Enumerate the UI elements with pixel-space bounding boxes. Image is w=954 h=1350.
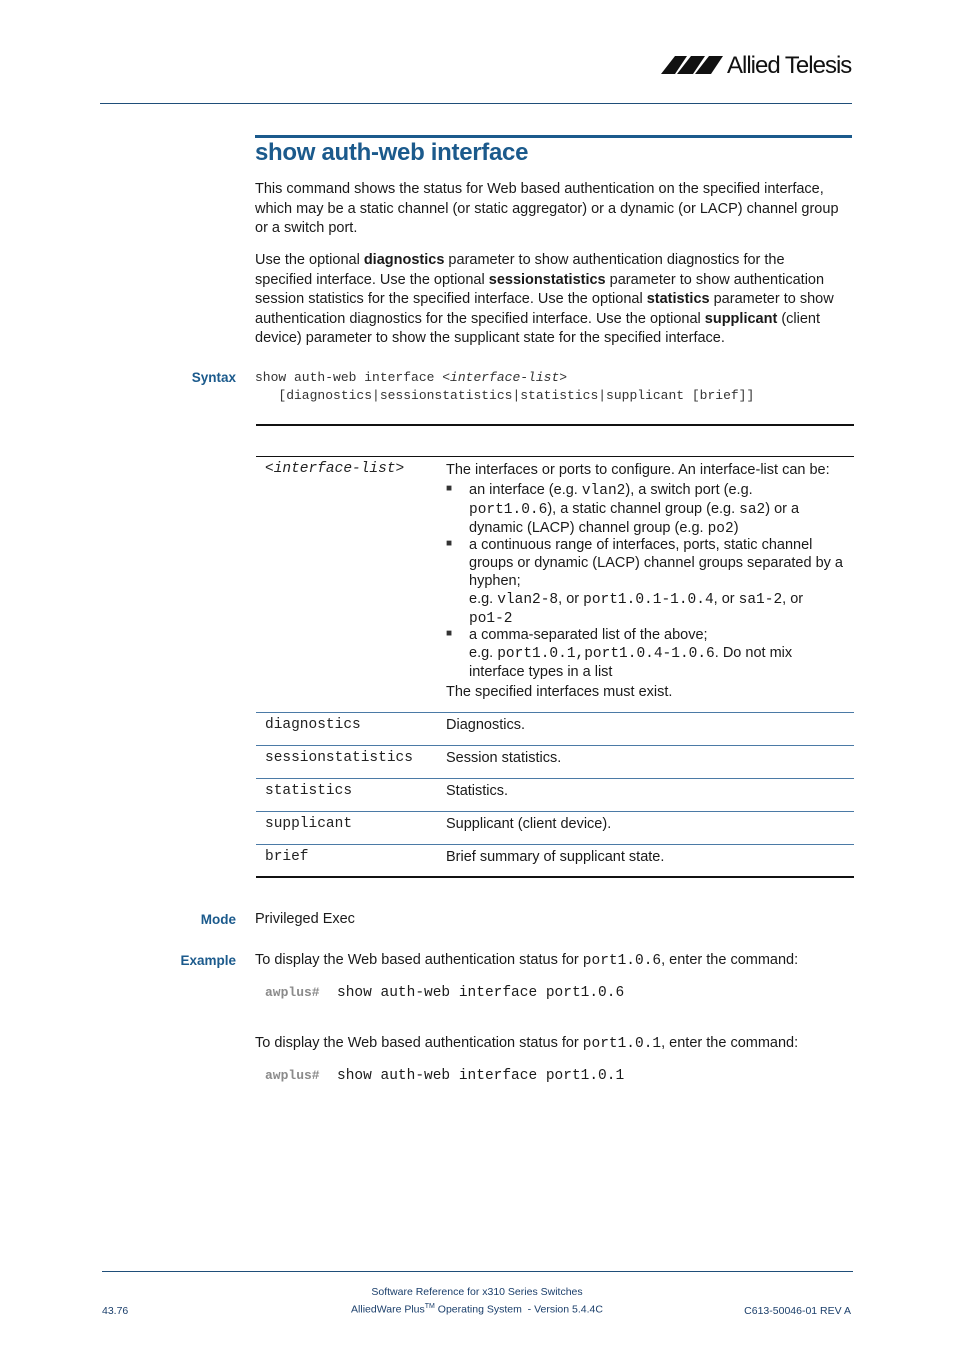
row-rule (256, 778, 854, 779)
bullet-line (469, 590, 854, 609)
text-run: To display the Web based authentication status for (255, 952, 583, 968)
example-lead-line (255, 951, 855, 972)
row-rule (256, 745, 854, 746)
mode-label: Mode (200, 912, 236, 927)
text-run: parameter to show authentication diagnostics for the (444, 252, 785, 268)
text-run: Use the optional (255, 252, 364, 268)
desc-sessionstatistics: Session statistics. (446, 750, 562, 766)
interface-note: The specified interfaces must exist. (446, 684, 673, 700)
text-run: , enter the command: (661, 952, 799, 968)
desc-brief: Brief summary of supplicant state. (446, 849, 665, 865)
logo-text: Allied Telesis (727, 52, 852, 78)
syntax-command: show auth-web interface (255, 370, 443, 385)
text-run: ) (733, 520, 739, 536)
text-run: a continuous range of interfaces, ports, static channel (469, 537, 813, 553)
param-supplicant: supplicant (265, 816, 353, 832)
cli-prompt: awplus# (265, 985, 320, 1000)
example-command (265, 985, 624, 1001)
code-term: port1.0.1-1.0.4 (583, 592, 714, 608)
bullet-item (469, 536, 854, 628)
text-run: device) parameter to show the supplicant state for the specified interface. (255, 330, 725, 346)
usage-line (255, 290, 855, 310)
example-label: Example (180, 953, 236, 968)
text-run: , or (782, 591, 804, 607)
code-term: vlan2-8 (497, 592, 559, 608)
code-term: po1-2 (469, 611, 513, 627)
text-run: ) or a (765, 501, 800, 517)
text-run: interface types in a list (469, 664, 613, 680)
footer-os: Operating System - Version 5.4.4C (434, 1303, 603, 1316)
text-run: parameter to show (709, 291, 834, 307)
usage-line (255, 271, 855, 291)
text-run: (client (777, 310, 821, 327)
footer-doc-title: Software Reference for x310 Series Switches (371, 1286, 583, 1298)
desc-interface-list: The interfaces or ports to configure. An interface-list can be: (446, 462, 830, 478)
header-rule (100, 103, 852, 104)
text-run: dynamic (LACP) channel group (e.g. (469, 520, 708, 536)
intro-line: or a switch port. (255, 220, 358, 236)
logo-mark-icon (661, 50, 853, 78)
bullet-square-icon: ■ (446, 628, 453, 639)
table-header-rule (256, 456, 854, 457)
usage-paragraph (255, 251, 855, 349)
desc-statistics: Statistics. (446, 783, 509, 799)
text-run: e.g. (469, 645, 498, 661)
text-run: hyphen; (469, 573, 521, 589)
syntax-param: <interface-list> (442, 370, 568, 385)
bold-term: supplicant (704, 310, 778, 327)
code-term: vlan2 (581, 483, 626, 499)
desc-diagnostics: Diagnostics. (446, 717, 525, 733)
code-term: port1.0.1,port1.0.4-1.0.6 (497, 646, 715, 662)
footer-doc-id: C613-50046-01 REV A (744, 1305, 851, 1317)
table-top-rule (256, 424, 854, 426)
example-command (265, 1068, 624, 1084)
code-term: sa2 (739, 502, 766, 518)
intro-line: which may be a static channel (or static aggregator) or a dynamic (or LACP) channel group (255, 200, 839, 217)
text-run: , or (558, 591, 584, 607)
bullet-line (469, 572, 854, 590)
usage-line (255, 329, 855, 349)
syntax-block (255, 369, 754, 405)
desc-supplicant: Supplicant (client device). (446, 816, 612, 832)
bullet-line (469, 536, 854, 554)
mode-value: Privileged Exec (255, 911, 355, 927)
bold-term: sessionstatistics (488, 271, 606, 288)
bullet-line (469, 626, 854, 644)
footer-tm: TM (424, 1303, 435, 1310)
text-run: session statistics for the specified interface. Use the optional (255, 291, 647, 307)
row-rule (256, 811, 854, 812)
syntax-label: Syntax (191, 370, 236, 385)
param-diagnostics: diagnostics (265, 717, 361, 733)
usage-line (255, 251, 855, 271)
footer-page-number: 43.76 (102, 1305, 129, 1317)
allied-telesis-logo (661, 50, 853, 83)
bullet-item (469, 481, 854, 538)
row-rule (256, 712, 854, 713)
bullet-item (469, 626, 854, 681)
text-run: , or (713, 591, 739, 607)
bullet-line (469, 500, 854, 519)
title-bar (255, 135, 852, 138)
example-lead (255, 1034, 855, 1055)
bullet-square-icon: ■ (446, 538, 453, 549)
param-sessionstatistics: sessionstatistics (265, 750, 413, 766)
syntax-options: [diagnostics|sessionstatistics|statistics|supplicant [brief]] (278, 388, 755, 403)
param-brief: brief (265, 849, 309, 865)
bullet-line (469, 554, 854, 572)
row-rule (256, 844, 854, 845)
footer-product (300, 1303, 654, 1316)
cli-prompt: awplus# (265, 1068, 320, 1083)
example-lead-line (255, 1034, 855, 1055)
text-run: parameter to show authentication (605, 271, 825, 288)
text-run: an interface (e.g. (469, 482, 582, 498)
cli-command: show auth-web interface port1.0.1 (337, 1068, 625, 1084)
text-run: ), a static channel group (e.g. (547, 501, 740, 517)
text-run: . Do not mix (714, 645, 793, 661)
text-run: , enter the command: (661, 1035, 799, 1051)
intro-line: This command shows the status for Web based authentication on the specified interface, (255, 181, 824, 197)
intro-paragraph (255, 180, 855, 239)
page-title: show auth-web interface (255, 139, 529, 166)
bullet-line (469, 663, 854, 681)
footer-rule (102, 1271, 853, 1272)
text-run: ), a switch port (e.g. (625, 482, 753, 498)
code-term: po2 (707, 521, 734, 537)
cli-command: show auth-web interface port1.0.6 (337, 985, 625, 1001)
bold-term: diagnostics (363, 252, 445, 268)
text-run: specified interface. Use the optional (255, 271, 489, 288)
bullet-square-icon: ■ (446, 483, 453, 494)
bold-term: statistics (646, 291, 710, 307)
bullet-line (469, 644, 854, 663)
bullet-line (469, 481, 854, 500)
text-run: authentication diagnostics for the specified interface. Use the optional (255, 310, 705, 327)
param-interface-list: <interface-list> (265, 461, 405, 477)
footer-product-name: AlliedWare Plus (351, 1303, 425, 1316)
text-run: groups or dynamic (LACP) channel groups separated by a (469, 555, 843, 571)
code-term: port1.0.6 (469, 502, 548, 518)
text-run: To display the Web based authentication status for (255, 1035, 583, 1051)
code-term: port1.0.6 (582, 953, 662, 969)
usage-line (255, 310, 855, 330)
code-term: port1.0.1 (582, 1036, 662, 1052)
code-term: sa1-2 (738, 592, 783, 608)
table-bottom-rule (256, 876, 854, 878)
text-run: a comma-separated list of the above; (469, 627, 708, 643)
param-statistics: statistics (265, 783, 353, 799)
text-run: e.g. (469, 591, 498, 607)
example-lead (255, 951, 855, 972)
